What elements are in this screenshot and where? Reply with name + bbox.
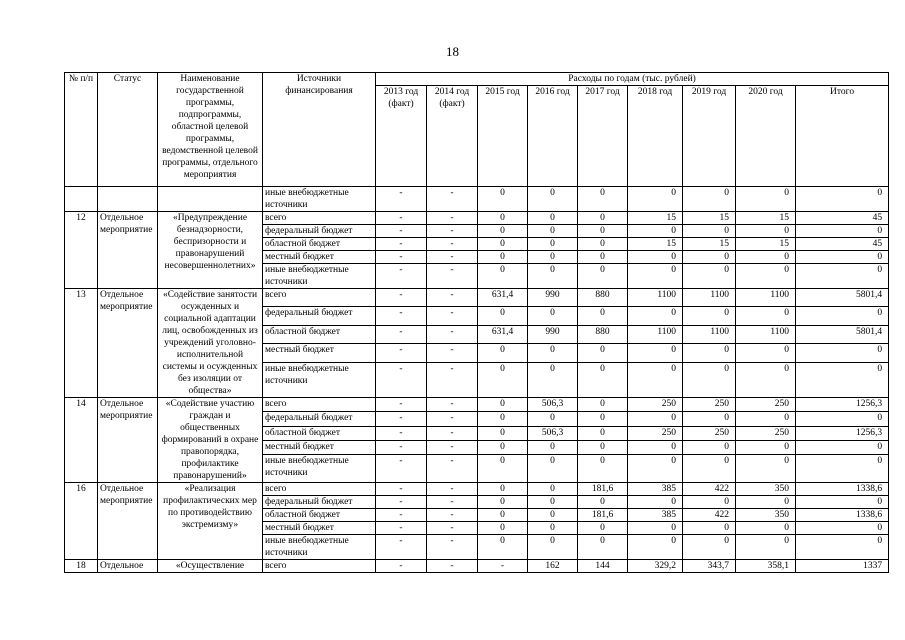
row-total: 0	[796, 535, 889, 560]
row-year-value: 250	[736, 398, 796, 412]
row-year-value: -	[427, 264, 478, 289]
row-total: 0	[796, 362, 889, 397]
row-year-value: 0	[683, 187, 736, 212]
row-total: 5801,4	[796, 289, 889, 307]
row-source: местный бюджет	[263, 441, 376, 455]
row-year-value: 343,7	[683, 560, 736, 573]
row-year-value: 358,1	[736, 560, 796, 573]
col-header-source: Источники финансирования	[263, 73, 376, 187]
row-year-value: 0	[478, 522, 528, 535]
row-num: 18	[65, 560, 98, 573]
row-year-value: 0	[478, 441, 528, 455]
row-year-value: -	[427, 426, 478, 440]
row-year-value: 0	[478, 509, 528, 522]
row-year-value: 0	[528, 412, 578, 426]
row-total: 1338,6	[796, 509, 889, 522]
row-year-value: 0	[528, 344, 578, 362]
row-num	[65, 187, 98, 212]
row-year-value: 350	[736, 509, 796, 522]
row-year-value: 181,6	[578, 483, 628, 496]
row-year-value: -	[427, 344, 478, 362]
row-source: иные внебюджетные источники	[263, 455, 376, 483]
row-year-value: 0	[683, 441, 736, 455]
row-program-name: «Реализация профилактических мер по противодействию экстремизму»	[158, 483, 263, 560]
row-year-value: 0	[578, 238, 628, 251]
row-year-value: 1100	[736, 325, 796, 343]
row-year-value: 0	[736, 455, 796, 483]
row-year-value: -	[376, 483, 427, 496]
row-year-value: 0	[683, 496, 736, 509]
row-year-value: -	[376, 187, 427, 212]
row-year-value: -	[427, 522, 478, 535]
row-year-value: 1100	[683, 289, 736, 307]
row-year-value: 350	[736, 483, 796, 496]
row-year-value: -	[427, 535, 478, 560]
row-year-value: 0	[578, 398, 628, 412]
row-total: 1338,6	[796, 483, 889, 496]
row-year-value: 0	[578, 307, 628, 325]
row-year-value: 0	[478, 187, 528, 212]
row-year-value: 631,4	[478, 289, 528, 307]
row-year-value: 0	[683, 522, 736, 535]
row-year-value: 0	[478, 225, 528, 238]
row-year-value: 0	[683, 307, 736, 325]
row-total: 0	[796, 496, 889, 509]
row-year-value: 250	[628, 398, 683, 412]
row-year-value: 15	[628, 212, 683, 225]
row-year-value: 0	[578, 225, 628, 238]
row-source: федеральный бюджет	[263, 307, 376, 325]
row-year-value: -	[427, 307, 478, 325]
row-year-value: 0	[528, 212, 578, 225]
row-year-value: -	[376, 225, 427, 238]
budget-table	[64, 72, 889, 573]
row-year-value: -	[376, 264, 427, 289]
row-status: Отдельное мероприятие	[98, 483, 158, 560]
row-year-value: 0	[628, 225, 683, 238]
row-year-value: 0	[736, 496, 796, 509]
row-year-value: 0	[528, 455, 578, 483]
row-source: областной бюджет	[263, 325, 376, 343]
row-year-value: 250	[683, 426, 736, 440]
row-year-value: 0	[528, 496, 578, 509]
row-year-value: 422	[683, 483, 736, 496]
row-total: 0	[796, 441, 889, 455]
row-num: 12	[65, 212, 98, 289]
row-year-value: 0	[683, 251, 736, 264]
row-year-value: 15	[736, 238, 796, 251]
row-year-value: -	[376, 560, 427, 573]
row-year-value: 0	[578, 264, 628, 289]
row-year-value: 0	[736, 441, 796, 455]
row-year-value: 0	[736, 307, 796, 325]
row-year-value: -	[376, 426, 427, 440]
row-year-value: 0	[736, 344, 796, 362]
row-year-value: 0	[683, 535, 736, 560]
row-year-value: 329,2	[628, 560, 683, 573]
row-year-value: 0	[478, 307, 528, 325]
row-status: Отдельное	[98, 560, 158, 573]
row-year-value: -	[376, 455, 427, 483]
row-year-value: 422	[683, 509, 736, 522]
row-year-value: 0	[736, 412, 796, 426]
row-year-value: 0	[578, 535, 628, 560]
row-year-value: 0	[478, 344, 528, 362]
row-total: 1256,3	[796, 398, 889, 412]
row-year-value: 0	[528, 238, 578, 251]
row-program-name: «Осуществление	[158, 560, 263, 573]
row-year-value: -	[376, 412, 427, 426]
row-year-value: 0	[478, 535, 528, 560]
row-source: всего	[263, 289, 376, 307]
row-year-value: -	[427, 362, 478, 397]
row-year-value: 0	[628, 455, 683, 483]
row-source: иные внебюджетные источники	[263, 535, 376, 560]
row-year-value: 0	[578, 187, 628, 212]
row-year-value: -	[376, 238, 427, 251]
row-total: 0	[796, 455, 889, 483]
row-year-value: -	[427, 325, 478, 343]
row-year-value: -	[427, 212, 478, 225]
row-year-value: 0	[528, 251, 578, 264]
row-source: федеральный бюджет	[263, 225, 376, 238]
row-year-value: 0	[578, 212, 628, 225]
row-year-value: 880	[578, 325, 628, 343]
row-source: всего	[263, 212, 376, 225]
row-year-value: 0	[683, 264, 736, 289]
row-year-value: 0	[478, 496, 528, 509]
row-year-value: 506,3	[528, 398, 578, 412]
row-source: всего	[263, 560, 376, 573]
row-year-value: 0	[578, 441, 628, 455]
row-total: 0	[796, 251, 889, 264]
row-year-value: 0	[528, 483, 578, 496]
col-header-expenses: Расходы по годам (тыс. рублей)	[376, 73, 889, 86]
row-year-value: -	[376, 535, 427, 560]
row-year-value: 0	[628, 187, 683, 212]
table-body	[65, 187, 889, 573]
col-header-year: 2017 год	[578, 86, 628, 187]
row-year-value: 0	[528, 362, 578, 397]
row-year-value: 0	[683, 362, 736, 397]
row-total: 0	[796, 344, 889, 362]
row-year-value: 250	[683, 398, 736, 412]
row-year-value: 1100	[628, 325, 683, 343]
col-header-num: № п/п	[65, 73, 98, 187]
row-year-value: 15	[628, 238, 683, 251]
row-year-value: 15	[683, 238, 736, 251]
row-year-value: 0	[578, 496, 628, 509]
row-year-value: 1100	[683, 325, 736, 343]
row-year-value: 0	[578, 522, 628, 535]
row-year-value: -	[376, 522, 427, 535]
col-header-year: 2018 год	[628, 86, 683, 187]
row-year-value: 0	[478, 212, 528, 225]
row-year-value: -	[376, 212, 427, 225]
row-source: всего	[263, 483, 376, 496]
row-year-value: 0	[528, 535, 578, 560]
row-year-value: 0	[628, 362, 683, 397]
row-source: местный бюджет	[263, 251, 376, 264]
row-year-value: 0	[478, 483, 528, 496]
row-year-value: 0	[628, 441, 683, 455]
row-source: областной бюджет	[263, 426, 376, 440]
row-total: 1256,3	[796, 426, 889, 440]
col-header-year: 2016 год	[528, 86, 578, 187]
row-year-value: 0	[578, 455, 628, 483]
row-num: 13	[65, 289, 98, 398]
row-year-value: 0	[736, 264, 796, 289]
row-program-name: «Содействие занятости осужденных и социальной адаптации лиц, освобожденных из учреждений уголовно-исполнительной системы и осужденных без изоляции от общества»	[158, 289, 263, 398]
row-total: 45	[796, 238, 889, 251]
row-year-value: 0	[736, 187, 796, 212]
row-source: областной бюджет	[263, 238, 376, 251]
row-year-value: -	[427, 238, 478, 251]
row-source: федеральный бюджет	[263, 412, 376, 426]
row-year-value: -	[427, 496, 478, 509]
row-year-value: -	[478, 560, 528, 573]
row-year-value: 0	[628, 412, 683, 426]
row-year-value: 0	[628, 344, 683, 362]
row-year-value: 0	[736, 535, 796, 560]
row-year-value: -	[427, 441, 478, 455]
row-year-value: 0	[628, 496, 683, 509]
row-year-value: -	[427, 509, 478, 522]
row-year-value: -	[376, 496, 427, 509]
page-number: 18	[446, 44, 459, 59]
row-year-value: 506,3	[528, 426, 578, 440]
row-total: 0	[796, 264, 889, 289]
col-header-year: 2020 год	[736, 86, 796, 187]
row-total: 1337	[796, 560, 889, 573]
row-year-value: 0	[578, 251, 628, 264]
row-year-value: 0	[736, 522, 796, 535]
row-year-value: 0	[683, 412, 736, 426]
row-status: Отдельное мероприятие	[98, 212, 158, 289]
row-year-value: -	[376, 251, 427, 264]
col-header-total: Итого	[796, 86, 889, 187]
row-year-value: 385	[628, 509, 683, 522]
row-total: 45	[796, 212, 889, 225]
row-year-value: -	[376, 289, 427, 307]
row-status	[98, 187, 158, 212]
col-header-year: 2014 год (факт)	[427, 86, 478, 187]
row-year-value: -	[376, 307, 427, 325]
row-year-value: 0	[578, 344, 628, 362]
col-header-status: Статус	[98, 73, 158, 187]
row-year-value: 0	[578, 362, 628, 397]
row-year-value: 250	[628, 426, 683, 440]
row-year-value: -	[376, 441, 427, 455]
row-year-value: 0	[528, 441, 578, 455]
row-year-value: 0	[628, 251, 683, 264]
row-program-name: «Предупреждение безнадзорности, беспризорности и правонарушений несовершеннолетних»	[158, 212, 263, 289]
row-year-value: 0	[683, 225, 736, 238]
col-header-year: 2019 год	[683, 86, 736, 187]
row-year-value: -	[427, 398, 478, 412]
row-year-value: 0	[478, 426, 528, 440]
row-year-value: 0	[528, 187, 578, 212]
row-year-value: 1100	[736, 289, 796, 307]
row-year-value: 990	[528, 325, 578, 343]
row-year-value: 0	[578, 412, 628, 426]
row-total: 5801,4	[796, 325, 889, 343]
row-year-value: 181,6	[578, 509, 628, 522]
row-year-value: 0	[628, 522, 683, 535]
row-year-value: 0	[478, 238, 528, 251]
row-source: федеральный бюджет	[263, 496, 376, 509]
row-year-value: 631,4	[478, 325, 528, 343]
row-year-value: -	[427, 225, 478, 238]
row-total: 0	[796, 412, 889, 426]
row-program-name: «Содействие участию граждан и общественных формирований в охране правопорядка, профилактике правонарушений»	[158, 398, 263, 483]
row-year-value: 0	[478, 412, 528, 426]
table-row	[65, 560, 889, 573]
row-year-value: 0	[478, 264, 528, 289]
row-year-value: 0	[528, 522, 578, 535]
row-year-value: 0	[478, 455, 528, 483]
row-year-value: -	[376, 398, 427, 412]
table-row	[65, 212, 889, 225]
row-total: 0	[796, 307, 889, 325]
row-year-value: -	[427, 187, 478, 212]
row-year-value: -	[427, 483, 478, 496]
row-source: местный бюджет	[263, 522, 376, 535]
row-year-value: 385	[628, 483, 683, 496]
row-program-name	[158, 187, 263, 212]
table-row	[65, 483, 889, 496]
row-year-value: 162	[528, 560, 578, 573]
row-source: местный бюджет	[263, 344, 376, 362]
row-year-value: -	[427, 412, 478, 426]
row-year-value: 0	[736, 251, 796, 264]
row-year-value: 0	[528, 509, 578, 522]
row-source: иные внебюджетные источники	[263, 362, 376, 397]
row-status: Отдельное мероприятие	[98, 398, 158, 483]
row-year-value: 0	[628, 535, 683, 560]
row-year-value: 0	[628, 264, 683, 289]
row-year-value: 0	[478, 362, 528, 397]
row-year-value: 0	[528, 225, 578, 238]
row-num: 14	[65, 398, 98, 483]
table-row	[65, 398, 889, 412]
row-status: Отдельное мероприятие	[98, 289, 158, 398]
row-year-value: 144	[578, 560, 628, 573]
row-num: 16	[65, 483, 98, 560]
row-year-value: 0	[736, 225, 796, 238]
row-year-value: 0	[478, 398, 528, 412]
col-header-year: 2015 год	[478, 86, 528, 187]
table-row	[65, 187, 889, 212]
col-header-program: Наименование государственной программы, подпрограммы, областной целевой программы, ведомственной целевой программы, отдельного мероприятия	[158, 73, 263, 187]
row-total: 0	[796, 225, 889, 238]
row-year-value: 0	[528, 264, 578, 289]
row-year-value: -	[427, 560, 478, 573]
row-year-value: -	[376, 344, 427, 362]
row-total: 0	[796, 187, 889, 212]
row-source: областной бюджет	[263, 509, 376, 522]
row-year-value: 990	[528, 289, 578, 307]
row-year-value: 15	[736, 212, 796, 225]
row-source: иные внебюджетные источники	[263, 187, 376, 212]
row-year-value: -	[376, 509, 427, 522]
row-year-value: -	[427, 251, 478, 264]
row-year-value: 0	[683, 344, 736, 362]
row-year-value: 880	[578, 289, 628, 307]
row-year-value: -	[376, 362, 427, 397]
row-year-value: 250	[736, 426, 796, 440]
row-year-value: -	[376, 325, 427, 343]
row-year-value: 1100	[628, 289, 683, 307]
table-row	[65, 289, 889, 307]
row-year-value: 0	[683, 455, 736, 483]
row-source: всего	[263, 398, 376, 412]
col-header-year: 2013 год (факт)	[376, 86, 427, 187]
row-year-value: 0	[478, 251, 528, 264]
row-year-value: 15	[683, 212, 736, 225]
row-source: иные внебюджетные источники	[263, 264, 376, 289]
row-year-value: 0	[528, 307, 578, 325]
row-year-value: -	[427, 289, 478, 307]
row-total: 0	[796, 522, 889, 535]
row-year-value: 0	[578, 426, 628, 440]
row-year-value: 0	[628, 307, 683, 325]
row-year-value: -	[427, 455, 478, 483]
row-year-value: 0	[736, 362, 796, 397]
